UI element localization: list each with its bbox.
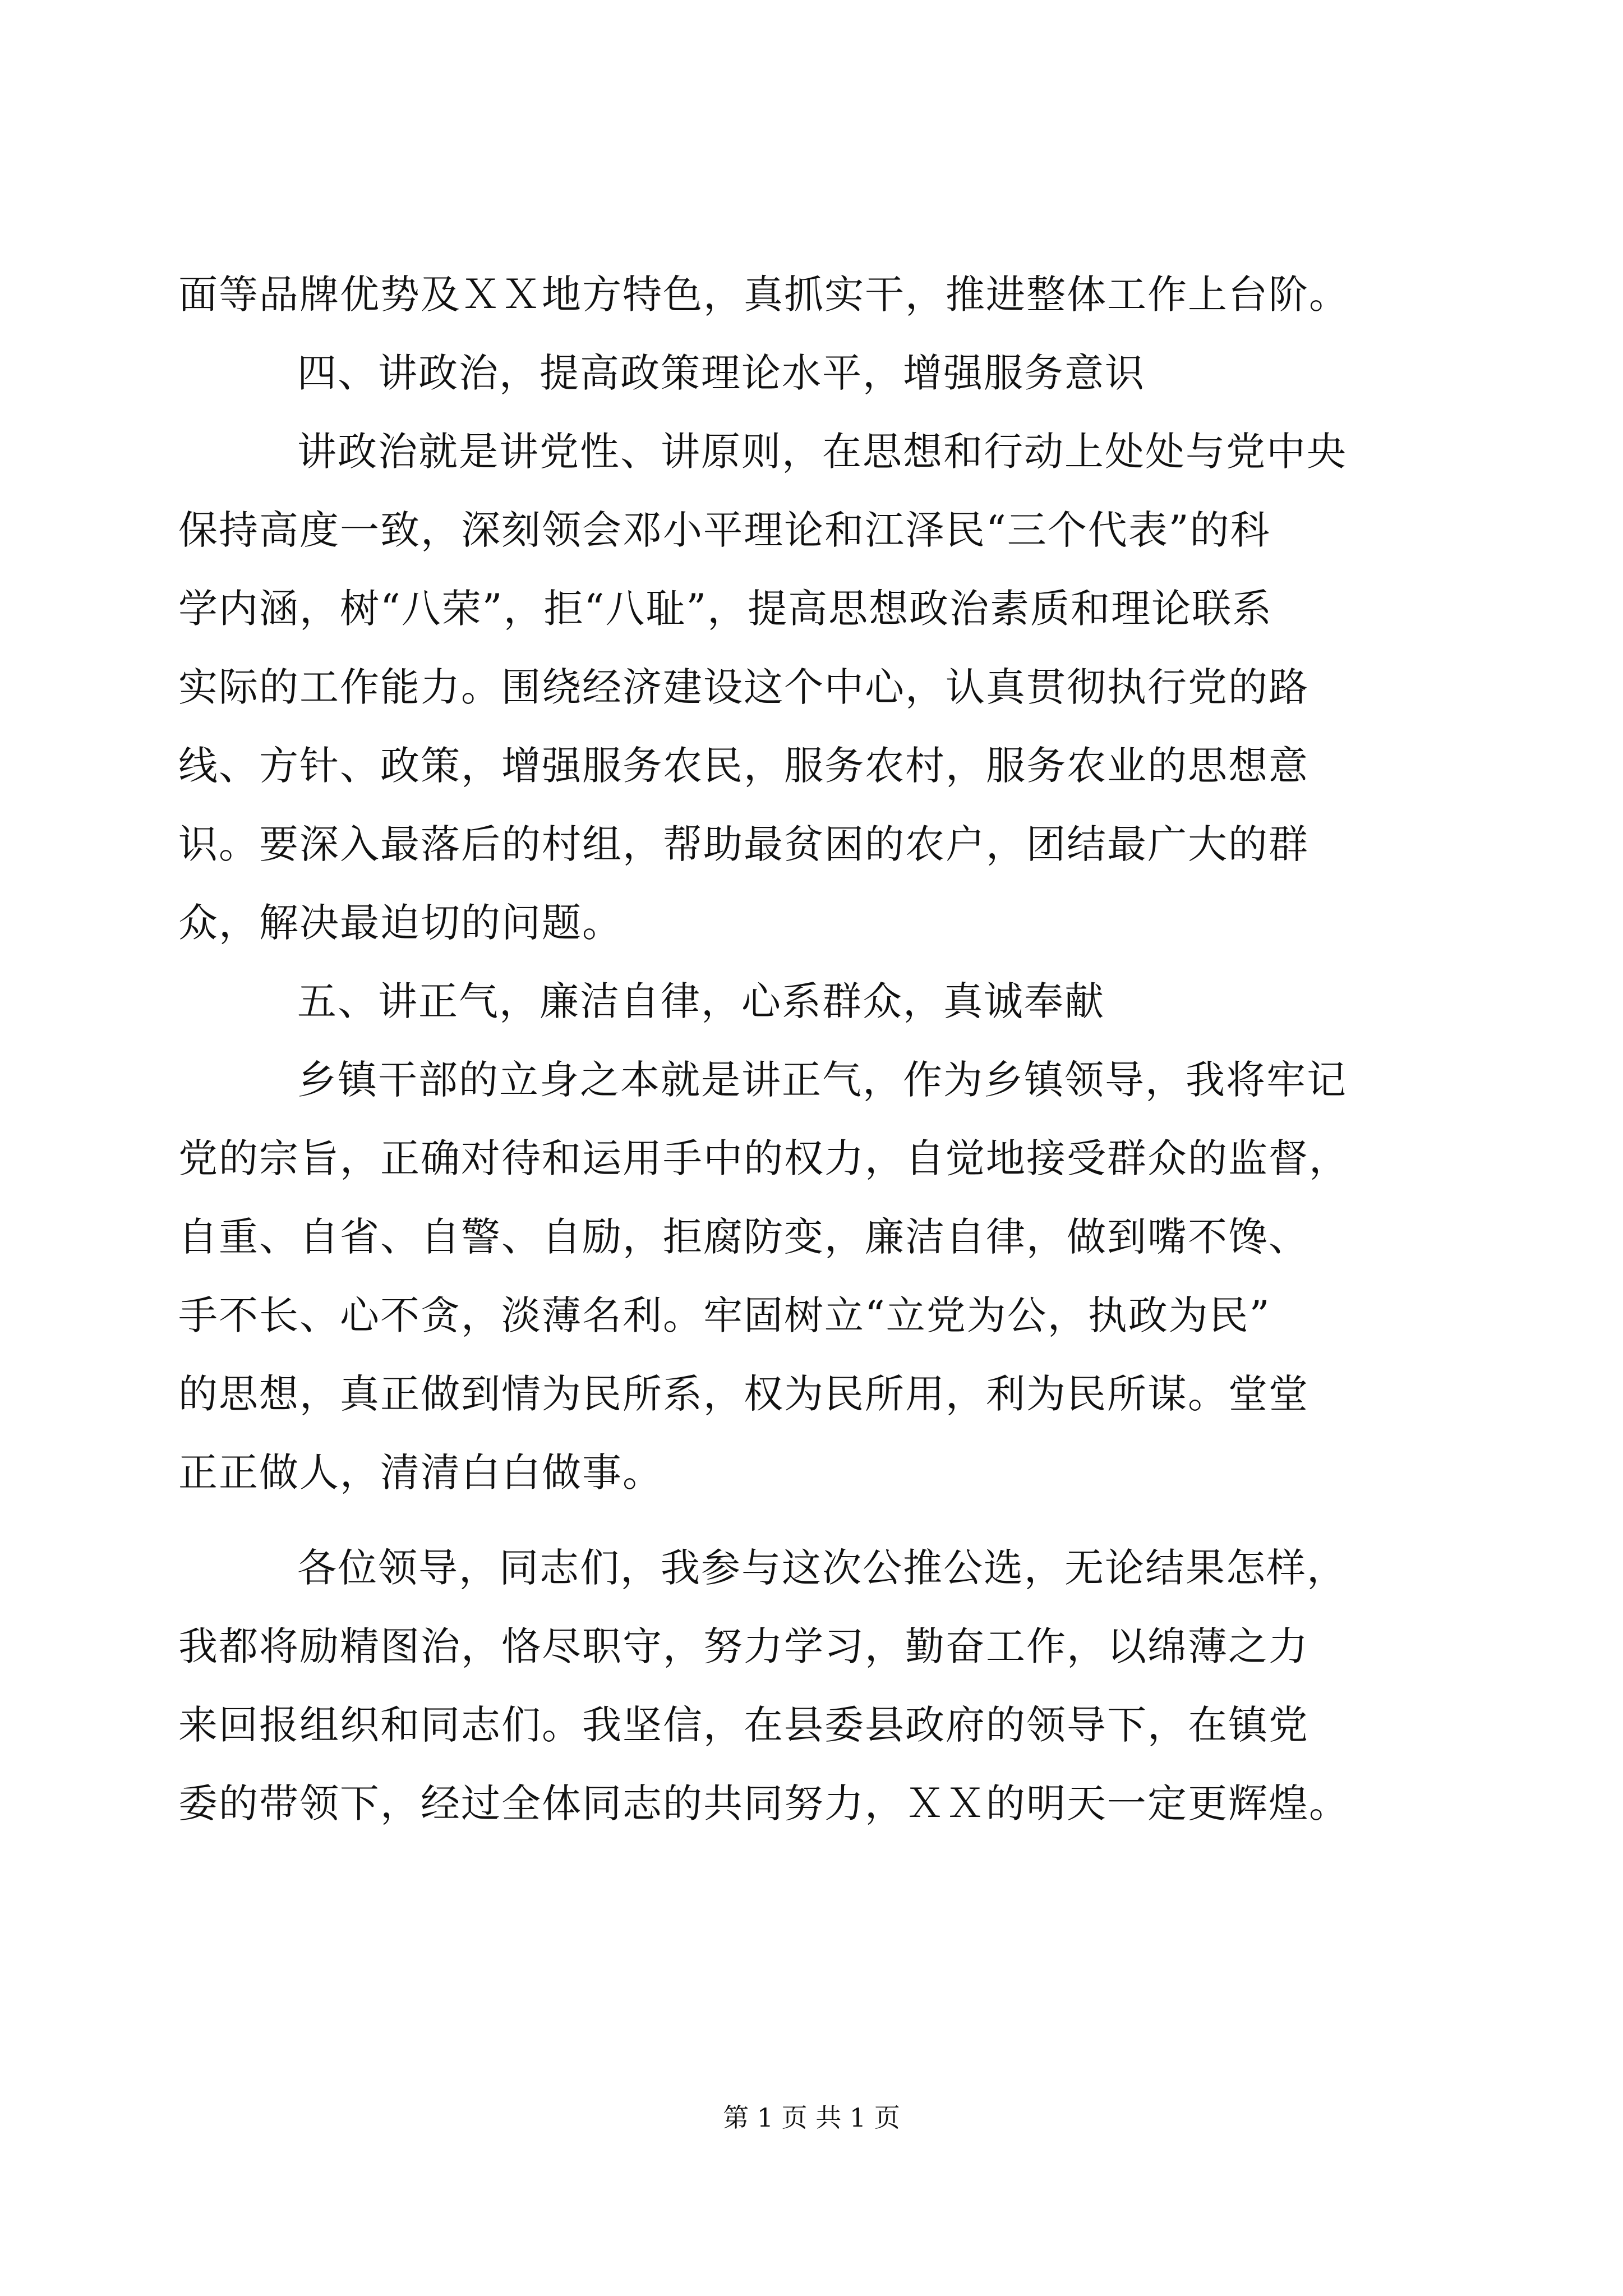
text-line: 正正做人，清清白白做事。 xyxy=(178,1450,663,1496)
text-line: 来回报组织和同志们。我坚信，在县委县政府的领导下，在镇党 xyxy=(178,1702,1309,1748)
text-line: 党的宗旨，正确对待和运用手中的权力，自觉地接受群众的监督， xyxy=(178,1135,1349,1181)
section-heading: 五、讲正气，廉洁自律，心系群众，真诚奉献 xyxy=(297,978,1105,1024)
text-line: 手不长、心不贪，淡薄名利。牢固树立“立党为公，执政为民” xyxy=(178,1292,1271,1338)
page-number-footer: 第 1 页 共 1 页 xyxy=(723,2102,900,2133)
section-heading: 四、讲政治，提高政策理论水平，增强服务意识 xyxy=(297,350,1145,396)
text-line: 委的带领下，经过全体同志的共同努力，ＸＸ的明天一定更辉煌。 xyxy=(178,1780,1349,1826)
text-line: 乡镇干部的立身之本就是讲正气，作为乡镇领导，我将牢记 xyxy=(297,1057,1347,1103)
text-line: 的思想，真正做到情为民所系，权为民所用，利为民所谋。堂堂 xyxy=(178,1371,1309,1417)
text-line: 讲政治就是讲党性、讲原则，在思想和行动上处处与党中央 xyxy=(297,429,1347,475)
text-line: 各位领导，同志们，我参与这次公推公选，无论结果怎样， xyxy=(297,1545,1347,1591)
text-line: 面等品牌优势及ＸＸ地方特色，真抓实干，推进整体工作上台阶。 xyxy=(178,272,1349,318)
text-line: 识。要深入最落后的村组，帮助最贫困的农户，团结最广大的群 xyxy=(178,821,1309,867)
text-line: 众，解决最迫切的问题。 xyxy=(178,900,623,946)
text-line: 自重、自省、自警、自励，拒腐防变，廉洁自律，做到嘴不馋、 xyxy=(178,1214,1309,1260)
text-line: 学内涵，树“八荣”，拒“八耻”，提高思想政治素质和理论联系 xyxy=(178,586,1273,632)
text-line: 实际的工作能力。围绕经济建设这个中心，认真贯彻执行党的路 xyxy=(178,664,1309,710)
text-line: 线、方针、政策，增强服务农民，服务农村，服务农业的思想意 xyxy=(178,743,1309,789)
text-line: 我都将励精图治，恪尽职守，努力学习，勤奋工作，以绵薄之力 xyxy=(178,1623,1309,1669)
text-line: 保持高度一致，深刻领会邓小平理论和江泽民“三个代表”的科 xyxy=(178,507,1271,553)
